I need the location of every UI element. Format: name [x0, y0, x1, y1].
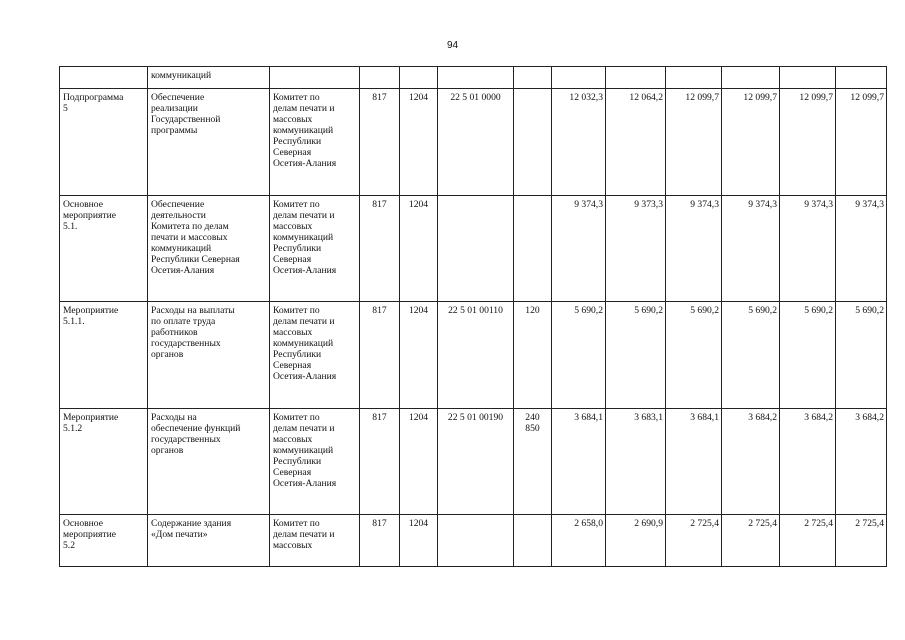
value-cell: 2 725,4: [722, 515, 780, 567]
value-cell: 5 690,2: [780, 302, 836, 409]
vr-cell: 240 850: [514, 409, 552, 515]
name-cell: Обеспечение реализации Государственной программы: [148, 89, 270, 196]
table-row: [60, 89, 887, 196]
responsible-cell: Комитет по делам печати и массовых коммуникаций Республики Северная Осетия-Алания: [270, 302, 360, 409]
value-cell: 2 725,4: [836, 515, 887, 567]
table-row: [60, 409, 887, 515]
value-cell: 5 690,2: [836, 302, 887, 409]
value-cell: 9 374,3: [552, 196, 606, 302]
value-cell: 2 725,4: [780, 515, 836, 567]
value-cell: 3 684,2: [722, 409, 780, 515]
value-cell: 5 690,2: [552, 302, 606, 409]
name-cell: Расходы на выплаты по оплате труда работников государственных органов: [148, 302, 270, 409]
value-cell: [552, 67, 606, 89]
status-cell: Подпрограмма 5: [60, 89, 148, 196]
responsible-cell: Комитет по делам печати и массовых: [270, 515, 360, 567]
rzpr-cell: 1204: [400, 196, 438, 302]
value-cell: [836, 67, 887, 89]
value-cell: 5 690,2: [722, 302, 780, 409]
value-cell: 12 099,7: [780, 89, 836, 196]
status-cell: Основное мероприятие 5.1.: [60, 196, 148, 302]
vr-cell: [514, 67, 552, 89]
value-cell: 12 099,7: [666, 89, 722, 196]
grbs-cell: 817: [360, 302, 400, 409]
grbs-cell: 817: [360, 89, 400, 196]
status-cell: Мероприятие 5.1.2: [60, 409, 148, 515]
value-cell: [606, 67, 666, 89]
value-cell: 9 374,3: [666, 196, 722, 302]
grbs-cell: 817: [360, 409, 400, 515]
value-cell: 5 690,2: [606, 302, 666, 409]
csr-cell: 22 5 01 00190: [438, 409, 514, 515]
rzpr-cell: [400, 67, 438, 89]
responsible-cell: Комитет по делам печати и массовых коммуникаций Республики Северная Осетия-Алания: [270, 409, 360, 515]
grbs-cell: 817: [360, 515, 400, 567]
name-cell: коммуникаций: [148, 67, 270, 89]
responsible-cell: Комитет по делам печати и массовых коммуникаций Республики Северная Осетия-Алания: [270, 89, 360, 196]
csr-cell: 22 5 01 0000: [438, 89, 514, 196]
value-cell: 12 064,2: [606, 89, 666, 196]
grbs-cell: 817: [360, 196, 400, 302]
name-cell: Расходы на обеспечение функций государственных органов: [148, 409, 270, 515]
grbs-cell: [360, 67, 400, 89]
value-cell: 3 684,1: [552, 409, 606, 515]
value-cell: 3 684,2: [836, 409, 887, 515]
vr-cell: [514, 196, 552, 302]
csr-cell: 22 5 01 00110: [438, 302, 514, 409]
value-cell: 12 032,3: [552, 89, 606, 196]
value-cell: 12 099,7: [836, 89, 887, 196]
value-cell: 3 683,1: [606, 409, 666, 515]
vr-cell: [514, 515, 552, 567]
rzpr-cell: 1204: [400, 409, 438, 515]
csr-cell: [438, 196, 514, 302]
value-cell: 5 690,2: [666, 302, 722, 409]
vr-cell: 120: [514, 302, 552, 409]
csr-cell: [438, 67, 514, 89]
name-cell: Обеспечение деятельности Комитета по делам печати и массовых коммуникаций Республики Северная Осетия-Алания: [148, 196, 270, 302]
table-row: [60, 515, 887, 567]
value-cell: [722, 67, 780, 89]
value-cell: 2 690,9: [606, 515, 666, 567]
name-cell: Содержание здания «Дом печати»: [148, 515, 270, 567]
value-cell: 3 684,1: [666, 409, 722, 515]
page-number: 94: [446, 40, 459, 51]
value-cell: 9 374,3: [780, 196, 836, 302]
value-cell: 3 684,2: [780, 409, 836, 515]
value-cell: [780, 67, 836, 89]
status-cell: Мероприятие 5.1.1.: [60, 302, 148, 409]
value-cell: 9 374,3: [836, 196, 887, 302]
status-cell: [60, 67, 148, 89]
rzpr-cell: 1204: [400, 302, 438, 409]
table-row: [60, 67, 887, 89]
csr-cell: [438, 515, 514, 567]
responsible-cell: Комитет по делам печати и массовых коммуникаций Республики Северная Осетия-Алания: [270, 196, 360, 302]
responsible-cell: [270, 67, 360, 89]
rzpr-cell: 1204: [400, 89, 438, 196]
value-cell: [666, 67, 722, 89]
table-row: [60, 302, 887, 409]
value-cell: 2 658,0: [552, 515, 606, 567]
rzpr-cell: 1204: [400, 515, 438, 567]
budget-table: [59, 66, 887, 567]
value-cell: 9 374,3: [722, 196, 780, 302]
value-cell: 9 373,3: [606, 196, 666, 302]
value-cell: 2 725,4: [666, 515, 722, 567]
status-cell: Основное мероприятие 5.2: [60, 515, 148, 567]
vr-cell: [514, 89, 552, 196]
table-row: [60, 196, 887, 302]
value-cell: 12 099,7: [722, 89, 780, 196]
